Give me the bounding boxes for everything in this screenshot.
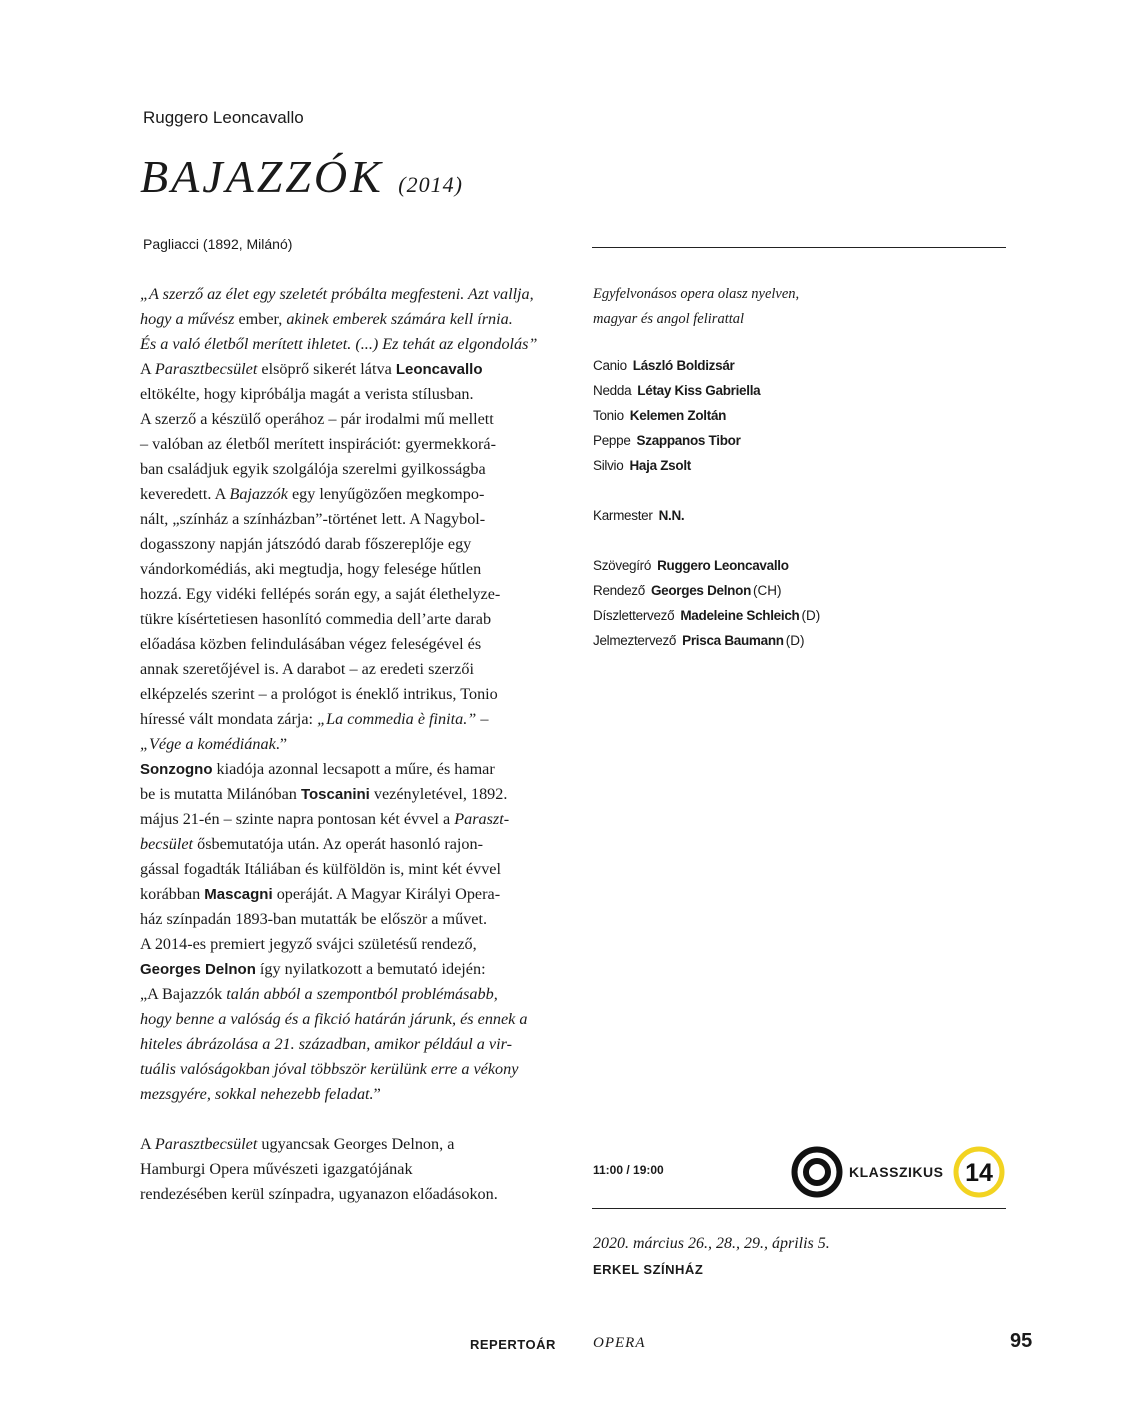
language-note-line-1: Egyfelvonásos opera olasz nyelven, [593,286,800,302]
article-line [140,407,560,432]
credit-row [593,603,1007,628]
text-run: Paraszt- [454,810,510,828]
article-line [140,1082,560,1107]
article-line [140,857,560,882]
credit-role: Szövegíró [593,558,652,573]
language-note [593,282,1007,332]
highlighted-name: Toscanini [300,786,370,803]
article-line [140,982,560,1007]
article-line [140,582,560,607]
credit-role: Rendező [593,583,645,598]
text-run: – [476,710,489,728]
credit-row [593,628,1007,653]
text-run: előadása közben felindulásában végez feleségével és [140,635,482,653]
credit-role: Karmester [593,508,653,523]
text-run: A [140,1135,155,1153]
text-run: ember, [234,310,287,328]
credit-role: Díszlettervező [593,608,675,623]
text-run: hiteles ábrázolása a 21. században, amikor például a vir- [140,1035,512,1053]
bottom-divider [592,1208,1006,1209]
text-run: „A Bajazzók [140,985,227,1003]
article-line [140,782,560,807]
text-run: így nyilatkozott a bemutató idején: [255,960,486,978]
article-line [140,757,560,782]
text-run: Bajazzók [229,485,288,503]
venue: ERKEL SZÍNHÁZ [593,1262,704,1277]
article-line [140,657,560,682]
article-line [140,457,560,482]
top-divider [592,247,1006,248]
credit-country: (D) [785,633,805,648]
text-run: ház színpadán 1893-ban mutatták be először a művet. [140,910,488,928]
credit-row [593,378,1007,403]
credit-name: Prisca Baumann [682,633,784,648]
article-line [140,1157,560,1182]
target-ring-icon [791,1146,843,1198]
text-run: hozzá. Egy vidéki fellépés során egy, a saját élethelyze- [140,585,501,603]
article-line [140,882,560,907]
category-label: KLASSZIKUS [849,1164,944,1180]
text-run: „Vége a komédiának [140,735,276,753]
text-run: – valóban az életből merített inspirációt: gyermekkorá- [140,435,496,453]
article-line [140,707,560,732]
credit-country: (D) [801,608,821,623]
text-run: ősbemutatója után. Az operát hasonló rajon- [193,835,483,853]
text-run: ban családjuk egyik szolgálója szerelmi gyilkosságba [140,460,486,478]
performance-times: 11:00 / 19:00 [593,1163,664,1177]
article-line [140,607,560,632]
article-body [140,282,560,1207]
article-line [140,1032,560,1057]
text-run: tuális valóságokban jóval többször kerülünk erre a vékony [140,1060,519,1078]
credit-role: Canio [593,358,627,373]
credit-role: Nedda [593,383,632,398]
article-line [140,807,560,832]
text-run: ugyancsak Georges Delnon, a [257,1135,455,1153]
article-line [140,507,560,532]
text-run: gással fogadták Itáliában és külföldön is, mint két évvel [140,860,501,878]
credit-row [593,353,1007,378]
text-run: vezényletével, 1892. [369,785,508,803]
text-run: keveredett. A [140,485,230,503]
text-run: „A szerző az élet egy szeletét próbálta megfesteni. Azt vallja, [140,285,534,303]
text-run: mezsgyére, sokkal nehezebb feladat. [140,1085,374,1103]
opera-title [140,150,463,203]
text-run: A 2014-es premiert jegyző svájci születésű rendező, [140,935,477,953]
credits-list [593,353,1007,653]
age-rating-badge [953,1146,1005,1198]
text-run: hogy benne a valóság és a fikció határán járunk, és ennek a [140,1010,528,1028]
credit-name: Ruggero Leoncavallo [657,558,789,573]
page-number: 95 [1010,1330,1033,1352]
title-text: BAJAZZÓK [140,151,384,202]
production-info [593,282,1007,653]
text-run: Parasztbecsület [154,360,258,378]
credit-name: Haja Zsolt [629,458,691,473]
credit-role: Jelmeztervező [593,633,677,648]
credit-country: (CH) [753,583,782,598]
text-run: egy lenyűgözően megkompo- [287,485,485,503]
credit-row [593,403,1007,428]
article-line [140,732,560,757]
credit-name: Létay Kiss Gabriella [637,383,761,398]
text-run: ” [373,1085,381,1103]
credit-role: Tonio [593,408,624,423]
text-run: A [140,360,155,378]
highlighted-name: Leoncavallo [395,361,483,378]
text-run: nált, „színház a színházban”-történet lett. A Nagybol- [140,510,486,528]
article-line [140,907,560,932]
article-line [140,682,560,707]
credit-name: N.N. [658,508,685,523]
article-line [140,1132,560,1157]
credit-row [593,428,1007,453]
credits-spacer [593,528,1007,553]
article-line [140,1007,560,1032]
credit-name: Szappanos Tibor [636,433,741,448]
text-run: vándorkomédiás, aki megtudja, hogy felesége hűtlen [140,560,482,578]
category-badge [791,1146,1007,1198]
text-run: Parasztbecsület [154,1135,258,1153]
credits-spacer [593,478,1007,503]
text-run: korábban [140,885,205,903]
article-line [140,832,560,857]
article-line [140,282,560,307]
original-title: Pagliacci (1892, Milánó) [143,236,293,252]
text-run: A szerző a készülő operához – pár irodalmi mű mellett [140,410,494,428]
text-run: Hamburgi Opera művészeti igazgatójának [140,1160,413,1178]
production-year: (2014) [398,172,463,197]
age-rating-number: 14 [965,1159,993,1187]
article-line [140,432,560,457]
paragraph-gap [140,1107,560,1132]
composer-name: Ruggero Leoncavallo [143,108,304,127]
highlighted-name: Georges Delnon [140,961,256,978]
text-run: És a való életből merített ihletet. (...) Ez tehát az elgondolás” [140,335,538,353]
credit-name: Kelemen Zoltán [629,408,727,423]
credit-name: László Boldizsár [632,358,735,373]
text-run: annak szeretőjével is. A darabot – az eredeti szerzői [140,660,474,678]
credit-row [593,453,1007,478]
performance-dates: 2020. március 26., 28., 29., április 5. [593,1235,830,1252]
text-run: eltökélte, hogy kipróbálja magát a verista stílusban. [140,385,474,403]
article-line [140,532,560,557]
text-run: dogasszony napján játszódó darab főszereplője egy [140,535,472,553]
article-line [140,332,560,357]
text-run: talán abból a szempontból problémásabb, [226,985,498,1003]
footer-category: OPERA [593,1335,646,1351]
credit-row [593,578,1007,603]
credit-row [593,503,1007,528]
text-run: „La commedia è finita.” [317,710,477,728]
text-run: híressé vált mondata zárja: [140,710,318,728]
article-line [140,307,560,332]
footer-section: REPERTOÁR [470,1337,556,1352]
text-run: tükre kísértetiesen hasonlító commedia dell’arte darab [140,610,492,628]
text-run: operáját. A Magyar Királyi Opera- [272,885,501,903]
article-line [140,382,560,407]
highlighted-name: Mascagni [204,886,273,903]
credit-name: Georges Delnon [650,583,752,598]
text-run: be is mutatta Milánóban [140,785,301,803]
credit-row [593,553,1007,578]
article-line [140,357,560,382]
article-line [140,932,560,957]
text-run: hogy a művész [140,310,235,328]
credit-name: Madeleine Schleich [680,608,800,623]
text-run: becsület [140,835,194,853]
article-line [140,632,560,657]
text-run: elsöprő sikerét látva [257,360,396,378]
text-run: május 21-én – szinte napra pontosan két évvel a [140,810,455,828]
article-line [140,957,560,982]
article-line [140,1057,560,1082]
article-line [140,557,560,582]
text-run: kiadója azonnal lecsapott a műre, és hamar [212,760,495,778]
text-run: rendezésében kerül színpadra, ugyanazon előadásokon. [140,1185,498,1203]
text-run: elképzelés szerint – a prológot is éneklő intrikus, Tonio [140,685,498,703]
language-note-line-2: magyar és angol felirattal [593,311,745,327]
text-run: .” [275,735,287,753]
credit-role: Silvio [593,458,624,473]
text-run: akinek emberek számára kell írnia. [286,310,513,328]
article-line [140,1182,560,1207]
article-line [140,482,560,507]
credit-role: Peppe [593,433,631,448]
highlighted-name: Sonzogno [140,761,213,778]
